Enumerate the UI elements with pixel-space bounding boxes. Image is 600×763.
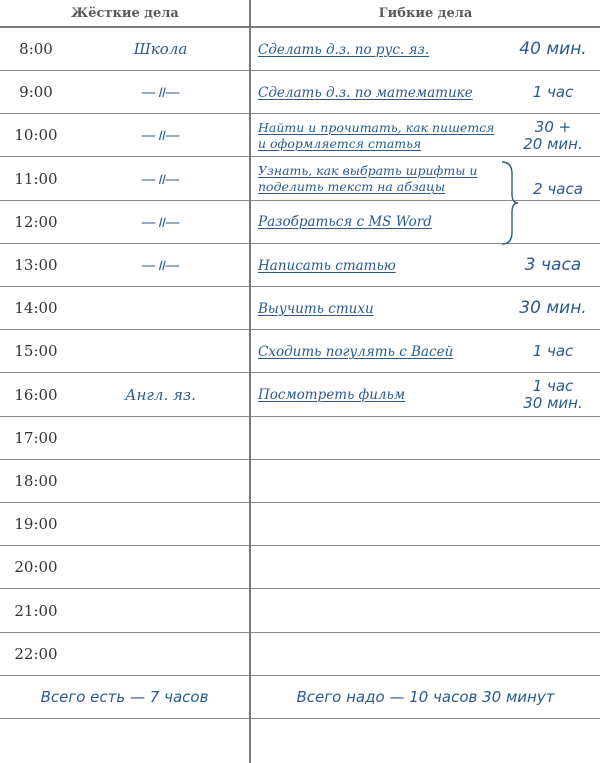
hard-task [88,460,233,503]
hard-task [88,503,233,546]
time-label: 15:00 [14,342,58,361]
time-label: 16:00 [14,385,58,404]
task-duration [510,28,596,71]
schedule-row [0,287,600,330]
hard-task: Англ. яз. [125,385,196,404]
hard-task: —॥— [141,256,180,274]
schedule-row [0,374,600,417]
schedule-row [0,460,600,503]
schedule-row [0,28,600,71]
time-label: 9:00 [19,83,53,102]
duration-line: 30 мин. [523,394,583,413]
flexible-task: Сделать д.з. по математике [258,84,473,101]
flexible-task [258,633,503,676]
hard-task: —॥— [141,169,180,188]
hard-task: Школа [133,40,188,58]
time-label: 22:00 [14,644,58,663]
schedule-row [0,503,600,546]
hard-task [88,546,233,589]
flexible-task: Узнать, как выбрать шрифты и поделить текст на абзацы [258,163,478,195]
total-available: Всего есть — 7 часов [40,688,209,706]
total-needed: Всего надо — 10 часов 30 минут [296,688,555,706]
header-flexible-tasks: Гибкие дела [378,6,473,21]
flexible-task: Найти и прочитать, как пишется и оформляется статья [258,119,495,151]
hard-task [88,287,233,330]
time-label: 20:00 [14,558,58,577]
duration-line: 20 мин. [523,134,583,153]
task-duration [510,244,596,287]
schedule-row [0,114,600,157]
hard-task: —॥— [141,212,180,231]
hard-task [88,417,233,460]
task-duration [510,287,596,330]
schedule-row [0,546,600,589]
time-label: 21:00 [14,601,58,620]
time-label: 11:00 [14,169,58,188]
grouped-duration: 2 часа [533,180,583,198]
schedule-row [0,330,600,373]
duration-line: 30 мин. [519,298,587,319]
flexible-task: Сходить погулять с Васей [258,343,454,360]
flexible-task: Разобраться с MS Word [258,214,432,231]
column-divider [249,0,251,763]
time-label: 10:00 [14,126,58,145]
schedule-row [0,590,600,633]
hard-task [88,633,233,676]
curly-brace-icon [500,160,520,246]
flexible-task: Выучить стихи [258,300,374,317]
duration-line: 1 час [532,377,574,396]
schedule-row [0,417,600,460]
flexible-task: Сделать д.з. по рус. яз. [258,41,430,58]
task-duration [510,330,596,373]
duration-line: 1 час [532,342,574,361]
time-label: 14:00 [14,299,58,318]
row-divider [0,718,600,719]
flexible-task [258,460,503,503]
duration-line: 40 мин. [519,39,587,59]
time-label: 8:00 [19,40,53,58]
hard-task: —॥— [141,83,180,102]
flexible-task [258,503,503,546]
time-label: 19:00 [14,515,58,534]
flexible-task [258,590,503,633]
time-label: 12:00 [14,212,58,231]
totals-row [0,676,600,719]
flexible-task: Написать статью [258,257,396,274]
flexible-task [258,546,503,589]
flexible-task: Посмотреть фильм [258,387,406,404]
task-duration [510,374,596,417]
time-label: 17:00 [14,428,58,447]
schedule-row [0,244,600,287]
duration-line: 3 часа [524,255,582,275]
task-duration [510,71,596,114]
hard-task [88,590,233,633]
duration-line: 1 час [532,83,574,102]
header-hard-tasks: Жёсткие дела [71,6,179,21]
schedule-row [0,633,600,676]
schedule-row [0,71,600,114]
flexible-task [258,417,503,460]
time-label: 18:00 [14,472,58,490]
hard-task [88,330,233,373]
duration-line: 30 + [534,117,572,136]
time-label: 13:00 [14,256,58,274]
hard-task: —॥— [141,126,180,145]
task-duration [510,114,596,157]
